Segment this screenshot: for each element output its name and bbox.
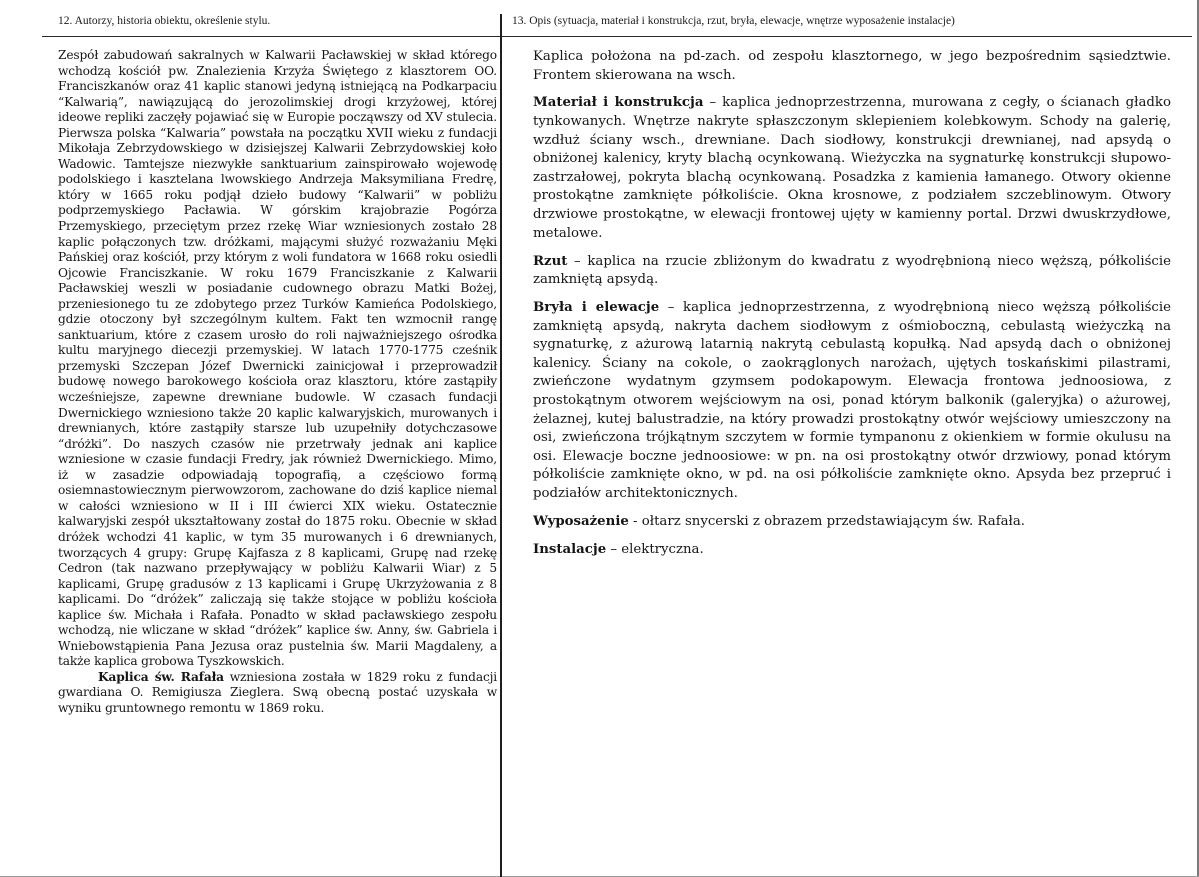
installation-heading: Instalacje bbox=[533, 541, 607, 557]
material-paragraph bbox=[533, 94, 1171, 243]
header-rule bbox=[42, 36, 1192, 37]
chapel-history-text: wzniesiona została w 1829 roku z fundacji gwardiana O. Remigiusza Zieglera. Swą obecną postać uzyskała w wyniku gruntownego remontu w 1869 roku. bbox=[58, 669, 497, 715]
plan-heading: Rzut bbox=[533, 253, 568, 269]
body-paragraph bbox=[533, 299, 1171, 504]
installation-text: – elektryczna. bbox=[606, 541, 704, 557]
installation-paragraph bbox=[533, 541, 1171, 560]
plan-text: – kaplica na rzucie zbliżonym do kwadratu z wyodrębnioną nieco węższą, półkoliście zamkniętą apsydą. bbox=[533, 253, 1171, 288]
chapel-history-paragraph bbox=[58, 670, 497, 717]
material-text: – kaplica jednoprzestrzenna, murowana z cegły, o ścianach gładko tynkowanych. Wnętrze nakryte spłaszczonym sklepieniem kolebkowym. Schody na galerię, wzdłuż ściany wsch., drewniane. Dach siodłowy, konstrukcji drewnianej, nad apsydą o obniżonej kalenicy, kryty blachą ocynkowaną. Wieżyczka na sygnaturkę konstrukcji słupowo-zastrzałowej, pokryta blachą ocynkowaną. Posadzka z kamienia łamanego. Otwory okienne prostokątne zamknięte półkoliście. Okna krosnowe, z podziałem szczeblinowym. Otwory drzwiowe prostokątne, w elewacji frontowej ujęty w kamienny portal. Drzwi dwuskrzydłowe, metalowe. bbox=[533, 95, 1171, 241]
furnishing-text: - ołtarz snycerski z obrazem przedstawiającym św. Rafała. bbox=[628, 513, 1026, 529]
body-heading: Bryła i elewacje bbox=[533, 300, 660, 316]
body-text: – kaplica jednoprzestrzenna, z wyodrębnioną nieco węższą półkoliście zamkniętą apsydą, nakryta dachem siodłowym z ośmioboczną, cebulastą wieżyczką na sygnaturkę, z ażurową latarnią nakrytą cebulastą kopułką. Nad apsydą dach o obniżonej kalenicy. Ściany na cokole, o zaokrąglonych narożach, ujętych toskańskimi pilastrami, zwieńczone wydatnym gzymsem podokapowym. Elewacja frontowa jednoosiowa, z prostokątnym otworem wejściowym na osi, ponad którym balkonik (galeryjka) o ażurowej, żelaznej, kutej balustradzie, na który prowadzi prostokątny otwór wejściowy umieszczony na osi, zwieńczona trójkątnym szczytem w formie tympanonu z okienkiem w formie okulusu na osi. Elewacje boczne jednoosiowe: w pn. na osi prostokątny otwór drzwiowy, ponad którym półkoliście zamknięte okno, w pd. na osi półkoliście zamknięte okno. Apsyda bez przepruć i podziałów architektonicznych. bbox=[533, 300, 1171, 501]
furnishing-heading: Wyposażenie bbox=[533, 513, 629, 529]
section-12-header: 12. Autorzy, historia obiektu, określenie stylu. bbox=[58, 15, 271, 27]
history-paragraph: Zespół zabudowań sakralnych w Kalwarii Pacławskiej w skład którego wchodzą kościół pw. Znalezienia Krzyża Świętego z klasztorem OO. Franciszkanów oraz 41 kaplic stanowi jedyną istniejącą na Podkarpaciu “Kalwarią”, nawiązującą do jerozolimskiej drogi krzyżowej, której ideowe repliki zaczęły pojawiać się w Europie począwszy od XV stulecia. Pierwsza polska “Kalwaria” powstała na początku XVII wieku z fundacji Mikołaja Zebrzydowskiego w dzisiejszej Kalwarii Zebrzydowskiej koło Wadowic. Tamtejsze niezwykłe sanktuarium zainspirowało wojewodę podolskiego i kasztelana lwowskiego Andrzeja Maksymiliana Fredrę, który w 1665 roku podjął dzieło budowy “Kalwarii” w pobliżu podprzemyskiego Pacławia. W górskim krajobrazie Pogórza Przemyskiego, przeciętym przez rzekę Wiar wzniesionych zostało 28 kaplic połączonych tzw. dróżkami, mającymi służyć rozważaniu Męki Pańskiej oraz kościół, przy którym z woli fundatora w 1668 roku osiedli Ojcowie Franciszkanie. W roku 1679 Franciszkanie z Kalwarii Pacławskiej weszli w posiadanie cudownego obrazu Matki Bożej, przeniesionego tu ze zdobytego przez Turków Kamieńca Podolskiego, gdzie otoczony był szczególnym kultem. Fakt ten wzmocnił rangę sanktuarium, które z czasem urosło do roli najważniejszego ośrodka kultu maryjnego diecezji przemyskiej. W latach 1770-1775 cześnik przemyski Szczepan Józef Dwernicki zainicjował i przeprowadził budowę nowego barokowego kościoła oraz klasztoru, które zastąpiły wcześniejsze, zapewne drewniane budowle. W czasach fundacji Dwernickiego wzniesiono także 20 kaplic kalwaryjskich, murowanych i drewnianych, które zastąpiły starsze lub uzupełniły dotychczasowe “dróżki”. Do naszych czasów nie przetrwały jednak ani kaplice wzniesione w czasie fundacji Fredry, jak również Dwernickiego. Mimo, iż w zasadzie odpowiadają topografią, a częściowo formą osiemnastowiecznym pierwowzorom, zachowane do dziś kaplice niemal w całości wzniesiono w II i III ćwierci XIX wieku. Ostatecznie kalwaryjski zespół ukształtowany został do 1875 roku. Obecnie w skład dróżek wchodzi 41 kaplic, w tym 35 murowanych i 6 drewnianych, tworzących 4 grupy: Grupę Kajfasza z 8 kaplicami, Grupę nad rzekę Cedron (tak nazwano przepływający w pobliżu Kalwarii Wiar) z 5 kaplicami, Grupę gradusów z 13 kaplicami i Grupę Ukrzyżowania z 8 kaplicami. Do “dróżek” zaliczają się także stojące w pobliżu kościoła kaplice św. Michała i Rafała. Ponadto w skład pacławskiego zespołu wchodzą, nie wliczane w skład “dróżek” kaplice św. Anny, św. Gabriela i Wniebowstąpienia Pana Jezusa oraz pustelnia św. Marii Magdaleny, a także kaplica grobowa Tyszkowskich. bbox=[58, 48, 497, 669]
plan-paragraph bbox=[533, 253, 1171, 290]
furnishing-paragraph bbox=[533, 513, 1171, 532]
column-divider bbox=[500, 14, 502, 877]
situation-paragraph: Kaplica położona na pd-zach. od zespołu klasztornego, w jego bezpośrednim sąsiedztwie. Frontem skierowana na wsch. bbox=[533, 49, 1171, 83]
description-column bbox=[533, 48, 1171, 559]
section-13-header: 13. Opis (sytuacja, materiał i konstrukcja, rzut, bryła, elewacje, wnętrze wyposażenie instalacje) bbox=[512, 15, 955, 27]
history-column bbox=[58, 48, 497, 717]
material-heading: Materiał i konstrukcja bbox=[533, 95, 704, 111]
chapel-name: Kaplica św. Rafała bbox=[98, 669, 224, 684]
